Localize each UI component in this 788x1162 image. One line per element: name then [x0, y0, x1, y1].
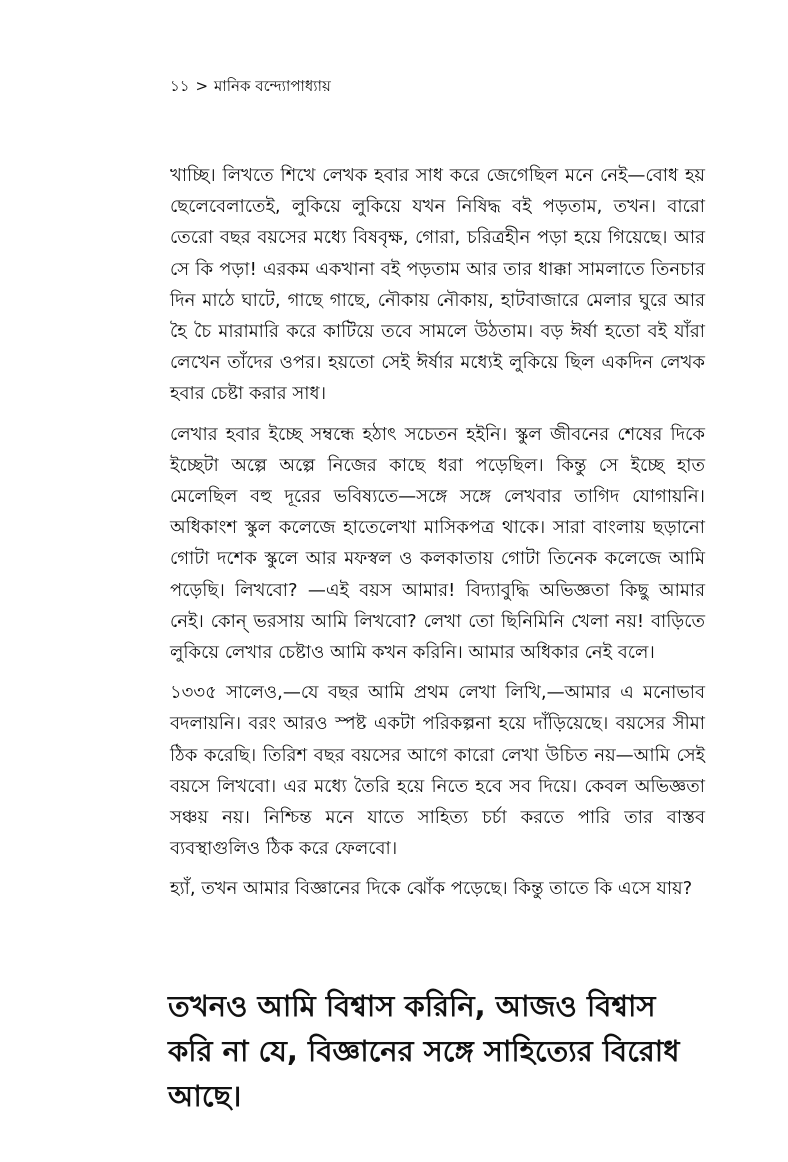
paragraph-3: ১৩৩৫ সালেও,—যে বছর আমি প্রথম লেখা লিখি,—আমার এ মনোভাব বদলায়নি। বরং আরও স্পষ্ট একটা পরিকল্পনা হয়ে দাঁড়িয়েছে। বয়সের সীমা ঠিক করেছি। তিরিশ বছর বয়সের আগে কারো লেখা উচিত নয়—আমি সেই বয়সে লিখবো। এর মধ্যে তৈরি হয়ে নিতে হবে সব দিয়ে। কেবল অভিজ্ঞতা সঞ্চয় নয়। নিশ্চিন্ত মনে যাতে সাহিত্য চর্চা করতে পারি তার বাস্তব ব্যবস্থাগুলিও ঠিক করে ফেলবো।: [170, 682, 705, 860]
paragraph-4: হ্যাঁ, তখন আমার বিজ্ঞানের দিকে ঝোঁক পড়েছে। কিন্তু তাতে কি এসে যায়?: [170, 878, 693, 900]
header-separator: >: [195, 77, 209, 95]
paragraph-1: খাচ্ছি। লিখতে শিখে লেখক হবার সাধ করে জেগেছিল মনে নেই—বোধ হয় ছেলেবেলাতেই, লুকিয়ে লুকিয়ে যখন নিষিদ্ধ বই পড়তাম, তখন। বারো তেরো বছর বয়সের মধ্যে বিষবৃক্ষ, গোরা, চরিত্রহীন পড়া হয়ে গিয়েছে। আর সে কি পড়া! এরকম একখানা বই পড়তাম আর তার ধাক্কা সামলাতে তিনচার দিন মাঠে ঘাটে, গাছে গাছে, নৌকায় নৌকায়, হাটবাজারে মেলার ঘুরে আর হৈ চৈ মারামারি করে কাটিয়ে তবে সামলে উঠতাম। বড় ঈর্ষা হতো বই যাঁরা লেখেন তাঁদের ওপর। হয়তো সেই ঈর্ষার মধ্যেই লুকিয়ে ছিল একদিন লেখক হবার চেষ্টা করার সাধ।: [170, 165, 705, 405]
page-number: ১১: [170, 77, 190, 95]
pull-quote: তখনও আমি বিশ্বাস করিনি, আজও বিশ্বাস করি না যে, বিজ্ঞানের সঙ্গে সাহিত্যের বিরোধ আছে।: [168, 989, 680, 1113]
author-name: মানিক বন্দ্যোপাধ্যায়: [214, 77, 331, 95]
body-text: [170, 160, 705, 914]
paragraph-2: লেখার হবার ইচ্ছে সম্বন্ধে হঠাৎ সচেতন হইনি। স্কুল জীবনের শেষের দিকে ইচ্ছেটা অল্পে অল্পে নিজের কাছে ধরা পড়েছিল। কিন্তু সে ইচ্ছে হাত মেলেছিল বহু দূরের ভবিষ্যতে—সঙ্গে সঙ্গে লেখবার তাগিদ যোগায়নি। অধিকাংশ স্কুল কলেজে হাতেলেখা মাসিকপত্র থাকে। সারা বাংলায় ছড়ানো গোটা দশেক স্কুলে আর মফস্বল ও কলকাতায় গোটা তিনেক কলেজে আমি পড়েছি। লিখবো? —এই বয়স আমার! বিদ্যাবুদ্ধি অভিজ্ঞতা কিছু আমার নেই। কোন্ ভরসায় আমি লিখবো? লেখা তো ছিনিমিনি খেলা নয়! বাড়িতে লুকিয়ে লেখার চেষ্টাও আমি কখন করিনি। আমার অধিকার নেই বলে।: [170, 423, 705, 664]
running-header: [170, 76, 331, 96]
